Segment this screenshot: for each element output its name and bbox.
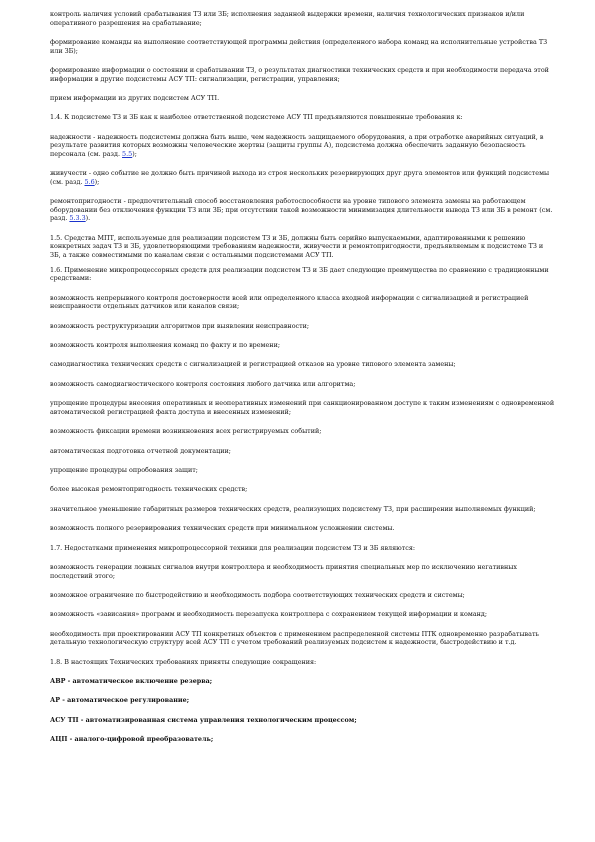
paragraph-text: упрощение процедуры опробования защит; — [50, 465, 198, 474]
paragraph — [50, 677, 555, 686]
paragraph-text: АСУ ТП - автоматизированная система управления технологическим процессом; — [50, 715, 357, 724]
paragraph — [50, 563, 555, 580]
paragraph-text: 1.8. В настоящих Технических требованиях приняты следующие сокращения: — [50, 657, 317, 666]
paragraph — [50, 380, 555, 389]
paragraph-text: формирование информации о состоянии и срабатывании ТЗ, о результатах диагностики технических средств и при необходимости передача этой информации в другие подсистемы АСУ ТП: сигнализации, регистрации, управления; — [50, 65, 549, 83]
paragraph-text: автоматическая подготовка отчетной документации; — [50, 446, 231, 455]
paragraph-text: необходимость при проектировании АСУ ТП конкретных объектов с применением распределенной системы ПТК одновременно разрабатывать детальную технологическую структуру всей АСУ ТП с учетом требований реализуемых подсистем к надежности, быстродействию и т.д. — [50, 629, 539, 647]
paragraph-text: АЦП - аналого-цифровой преобразователь; — [50, 735, 214, 744]
paragraph — [50, 234, 555, 260]
paragraph — [50, 197, 555, 223]
paragraph — [50, 38, 555, 55]
paragraph — [50, 427, 555, 436]
paragraph — [50, 658, 555, 667]
paragraph-text: 1.6. Применение микропроцессорных средств для реализации подсистем ТЗ и ЗБ дает следующие преимущества по сравнению с традиционными средствами: — [50, 265, 549, 283]
paragraph-text-tail: ); — [94, 177, 100, 186]
paragraph-text: возможность фиксации времени возникновения всех регистрируемых событий; — [50, 427, 322, 436]
paragraph — [50, 341, 555, 350]
paragraph — [50, 133, 555, 159]
paragraph-text: самодиагностика технических средств с сигнализацией и регистрацией отказов на уровне типового элемента замены; — [50, 360, 456, 369]
paragraph — [50, 266, 555, 283]
section-reference-link[interactable]: 5.5 — [122, 149, 133, 158]
paragraph — [50, 169, 555, 186]
paragraph — [50, 466, 555, 475]
paragraph — [50, 735, 555, 744]
section-reference-link[interactable]: 5.3.3 — [69, 214, 86, 223]
paragraph — [50, 696, 555, 705]
paragraph-text: контроль наличия условий срабатывания ТЗ или ЗБ; исполнения заданной выдержки времени, наличия технологических признаков и/или оперативного разрешения на срабатывание; — [50, 10, 525, 27]
paragraph — [50, 113, 555, 122]
paragraph — [50, 10, 555, 27]
paragraph-text: прием информации из других подсистем АСУ ТП. — [50, 93, 220, 102]
paragraph-text: возможность реструктуризации алгоритмов при выявлении неисправности; — [50, 321, 310, 330]
paragraph — [50, 630, 555, 647]
paragraph-text: ремонтопригодности - предпочтительный способ восстановления работоспособности на уровне типового элемента замены на работающем оборудовании без отключения функции ТЗ или ЗБ; при отсутствии такой возможности минимизация длительности вывода ТЗ или ЗБ в ремонт (см. разд. — [50, 197, 553, 223]
paragraph-text: живучести - одно событие не должно быть причиной выхода из строя нескольких резервирующих друг друга элементов или функций подсистемы (см. разд. — [50, 169, 550, 186]
paragraph-text: возможность самодиагностического контроля состояния любого датчика или алгоритма; — [50, 379, 356, 388]
section-reference-link[interactable]: 5.6 — [84, 177, 95, 186]
paragraph — [50, 544, 555, 553]
paragraph-text: возможность контроля выполнения команд по факту и по времени; — [50, 341, 280, 350]
paragraph — [50, 505, 555, 514]
paragraph — [50, 716, 555, 725]
paragraph-text: 1.4. К подсистеме ТЗ и ЗБ как к наиболее ответственной подсистеме АСУ ТП предъявляются повышенные требования к: — [50, 113, 463, 122]
paragraph-text: АР - автоматическое регулирование; — [50, 696, 190, 705]
paragraph-text: возможное ограничение по быстродействию и необходимость подбора соответствующих технических средств и системы; — [50, 590, 465, 599]
paragraph — [50, 322, 555, 331]
paragraph-text: возможность непрерывного контроля достоверности всей или определенного класса входной информации с сигнализацией и регистрацией неисправности отдельных датчиков или каналов связи; — [50, 293, 529, 311]
paragraph — [50, 447, 555, 456]
paragraph — [50, 485, 555, 494]
paragraph-text: возможность полного резервирования технических средств при минимальном усложнении системы. — [50, 524, 395, 533]
paragraph-text: возможность генерации ложных сигналов внутри контроллера и необходимость принятия специальных мер по исключению негативных последствий этого; — [50, 562, 517, 580]
paragraph — [50, 94, 555, 103]
paragraph-text-tail: ). — [85, 214, 91, 223]
paragraph — [50, 399, 555, 416]
paragraph — [50, 294, 555, 311]
paragraph — [50, 610, 555, 619]
paragraph — [50, 360, 555, 369]
paragraph-text: возможность «зависания» программ и необходимость перезапуска контроллера с сохранением текущей информации и команд; — [50, 610, 488, 619]
paragraph-text: значительное уменьшение габаритных размеров технических средств, реализующих подсистему ТЗ, при расширении выполняемых функций; — [50, 504, 536, 513]
paragraph-text: 1.7. Недостатками применения микропроцессорной техники для реализации подсистем ТЗ и ЗБ являются: — [50, 543, 415, 552]
paragraph — [50, 524, 555, 533]
paragraph — [50, 66, 555, 83]
paragraph-text: 1.5. Средства МПТ, используемые для реализации подсистем ТЗ и ЗБ, должны быть серийно выпускаемыми, адаптированными к решению конкретных задач ТЗ и ЗБ, удовлетворяющими требованиям надежности, живучести и ремонтопригодности, предъявляемым к подсистеме ТЗ и ЗБ, а также совместимыми по каналам связи с остальными подсистемами АСУ ТП. — [50, 233, 544, 260]
paragraph-text: надежности - надежность подсистемы должна быть выше, чем надежность защищаемого оборудования, а при отработке аварийных ситуаций, в результате развития которых возможны человеческие жертвы (защиты группы А), подсистема должна обеспечить заданную безопасность персонала (см. разд. — [50, 132, 544, 158]
paragraph-text: АВР - автоматическое включение резерва; — [50, 677, 213, 686]
paragraph-text-tail: ); — [132, 149, 137, 158]
paragraph-text: более высокая ремонтопригодность технических средств; — [50, 485, 248, 494]
paragraph — [50, 591, 555, 600]
paragraph-text: упрощение процедуры внесения оперативных и неоперативных изменений при санкционированном доступе к таким изменениям с одновременной автоматической регистрацией факта доступа и внесенных изменений; — [50, 399, 555, 416]
paragraph-text: формирование команды на выполнение соответствующей программы действия (определенного набора команд на исполнительные устройства ТЗ или ЗБ); — [50, 37, 548, 55]
